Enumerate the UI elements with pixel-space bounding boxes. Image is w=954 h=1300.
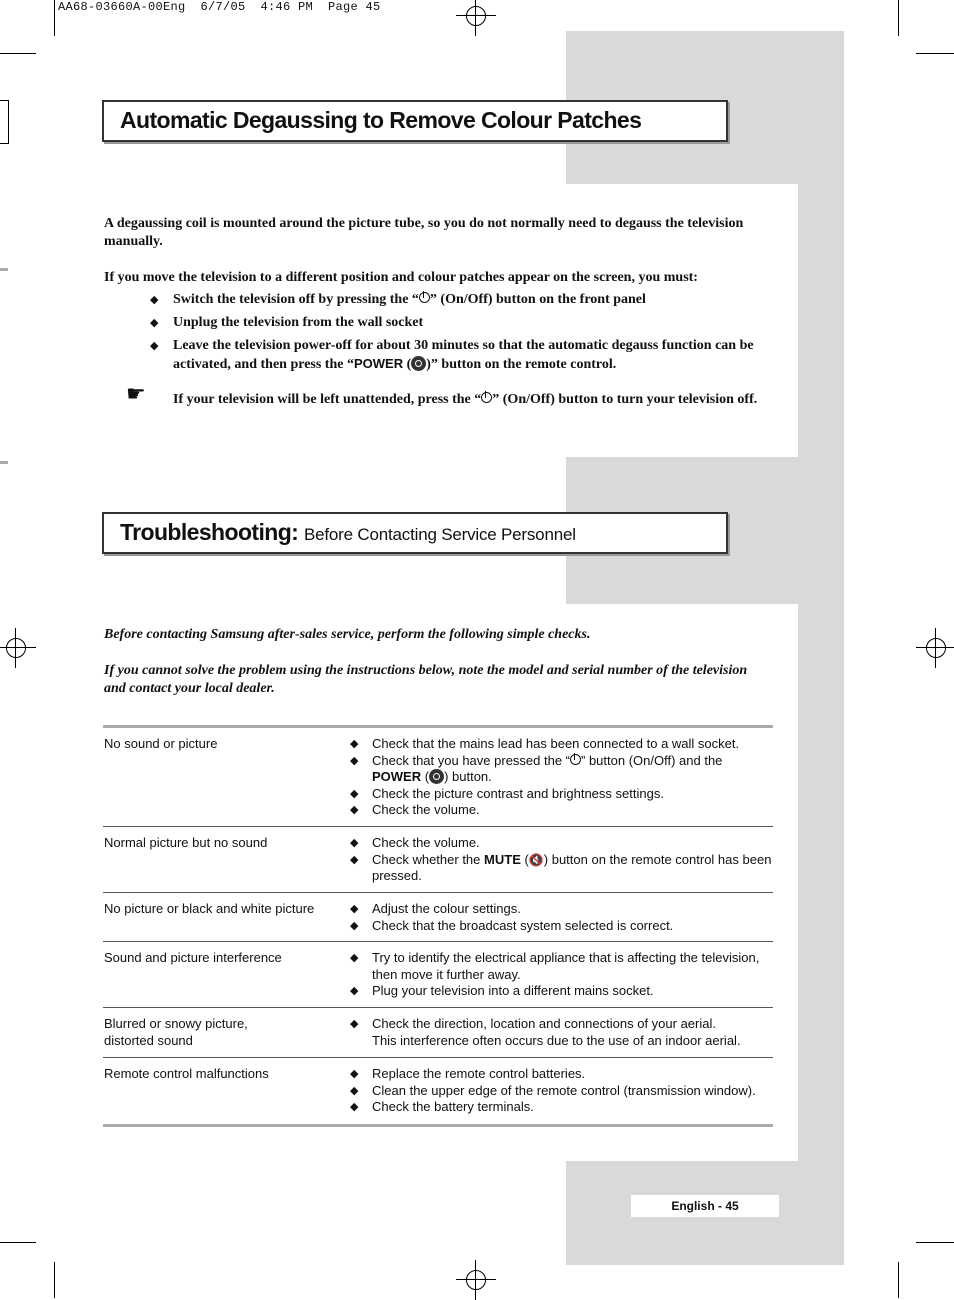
table-row-divider xyxy=(103,1007,773,1008)
mute-icon: 🔇 xyxy=(528,852,544,867)
section-title-bold: Troubleshooting: xyxy=(120,519,299,545)
crop-mark xyxy=(898,0,899,36)
page-number: English - 45 xyxy=(671,1199,739,1213)
step-item xyxy=(173,291,773,309)
diamond-bullet-icon: ◆ xyxy=(350,804,359,816)
diamond-bullet-icon: ◆ xyxy=(350,738,359,750)
table-row-divider xyxy=(103,826,773,827)
diamond-bullet-icon: ◆ xyxy=(150,294,159,306)
crop-mark xyxy=(0,268,8,271)
page-number-box xyxy=(631,1195,779,1217)
crop-mark xyxy=(0,53,36,54)
table-bottom-rule xyxy=(103,1124,773,1127)
table-row-problem: Normal picture but no sound xyxy=(104,835,268,850)
diamond-bullet-icon: ◆ xyxy=(350,853,359,866)
step-text: Leave the television power-off for about 30 minutes so that the automatic degauss function can be activated, and then press the “ xyxy=(173,338,754,372)
step-item: Unplug the television from the wall socket xyxy=(173,315,424,330)
solution-item: ◆ Check the volume. xyxy=(350,835,480,850)
power-button-icon xyxy=(429,769,444,784)
note-text xyxy=(173,391,763,409)
registration-mark xyxy=(916,628,954,668)
diamond-bullet-icon: ◆ xyxy=(350,1084,359,1097)
step-text: ” (On/Off) button on the front panel xyxy=(429,292,646,307)
table-top-rule xyxy=(103,725,773,728)
table-row-solutions xyxy=(350,835,774,885)
solution-item: ◆ Adjust the colour settings. xyxy=(350,901,521,916)
onoff-icon xyxy=(419,292,430,303)
diamond-bullet-icon: ◆ xyxy=(350,952,359,964)
section-title-sub: Before Contacting Service Personnel xyxy=(304,525,576,544)
table-row-divider xyxy=(103,892,773,893)
solution-item: ◆ Check whether the MUTE (🔇) button on the remote control has been pressed. xyxy=(350,851,772,883)
power-button-icon xyxy=(411,356,426,371)
crop-mark xyxy=(916,1242,954,1243)
note-part: ” (On/Off) button to turn your television off. xyxy=(492,392,758,407)
crop-mark xyxy=(916,53,954,54)
solution-item: ◆ Check the picture contrast and brightness settings. xyxy=(350,785,664,801)
paragraph: If you move the television to a different position and colour patches appear on the screen, you must: xyxy=(104,270,698,285)
section-title-box xyxy=(102,100,728,142)
registration-mark xyxy=(456,0,496,36)
table-row-problem: Blurred or snowy picture, distorted sound xyxy=(104,1016,248,1048)
diamond-bullet-icon: ◆ xyxy=(350,903,359,915)
diamond-bullet-icon: ◆ xyxy=(150,317,159,329)
crop-mark xyxy=(0,461,8,464)
diamond-bullet-icon: ◆ xyxy=(350,1068,359,1080)
table-row-solutions xyxy=(350,901,774,934)
diamond-bullet-icon: ◆ xyxy=(350,985,359,997)
solution-item: ◆ Clean the upper edge of the remote control (transmission window). xyxy=(350,1082,756,1098)
paragraph: A degaussing coil is mounted around the picture tube, so you do not normally need to degauss the television manually. xyxy=(104,216,744,249)
step-item: Leave the television power-off for about 30 minutes so that the automatic degauss function can be activated, and then press the “POWER ( )” button on the remote control. xyxy=(173,338,754,372)
section-title: Automatic Degaussing to Remove Colour Patches xyxy=(120,107,642,133)
power-label: POWER xyxy=(372,769,422,784)
mute-label: MUTE xyxy=(484,851,521,867)
diamond-bullet-icon: ◆ xyxy=(350,919,359,932)
table-row-problem: Sound and picture interference xyxy=(104,950,282,965)
solution-item: ◆ Check the battery terminals. xyxy=(350,1099,534,1114)
section-title xyxy=(120,519,576,546)
diamond-bullet-icon: ◆ xyxy=(350,1101,359,1113)
table-row-problem: No picture or black and white picture xyxy=(104,901,315,916)
diamond-bullet-icon: ◆ xyxy=(150,340,159,352)
diamond-bullet-icon: ◆ xyxy=(350,837,359,849)
intro-paragraph: Before contacting Samsung after-sales service, perform the following simple checks. xyxy=(104,627,591,642)
section-title-box xyxy=(102,512,728,554)
solution-item: ◆ Try to identify the electrical appliance that is affecting the television, then move it further away. xyxy=(350,950,760,982)
crop-mark xyxy=(54,1262,55,1298)
registration-mark xyxy=(0,628,36,668)
note-part: If your television will be left unattended, press the “ xyxy=(173,392,482,407)
step-text: )” button on the remote control. xyxy=(426,357,617,372)
onoff-icon xyxy=(481,392,492,403)
table-row-divider xyxy=(103,941,773,942)
table-row-divider xyxy=(103,1057,773,1058)
table-row-solutions xyxy=(350,950,774,1000)
diamond-bullet-icon: ◆ xyxy=(350,1018,359,1030)
crop-mark xyxy=(898,1262,899,1298)
step-text: Switch the television off by pressing the “ xyxy=(173,292,419,307)
pointing-hand-icon: ☛ xyxy=(126,381,146,406)
solution-item: ◆ Plug your television into a different mains socket. xyxy=(350,983,654,998)
diamond-bullet-icon: ◆ xyxy=(350,754,359,767)
table-row-solutions xyxy=(350,1016,774,1049)
table-row-problem: No sound or picture xyxy=(104,736,218,751)
solution-item: ◆ Check the volume. xyxy=(350,802,480,817)
onoff-icon xyxy=(570,754,581,765)
intro-paragraph: If you cannot solve the problem using the instructions below, note the model and serial number of the television and contact your local dealer. xyxy=(104,663,748,696)
solution-item: ◆ Check that you have pressed the “ ” button (On/Off) and the POWER ( ) button. xyxy=(350,752,723,784)
crop-mark xyxy=(0,1242,36,1243)
solution-item: ◆ Check that the broadcast system selected is correct. xyxy=(350,917,674,933)
registration-mark xyxy=(456,1260,496,1300)
diamond-bullet-icon: ◆ xyxy=(350,787,359,800)
gray-strip-top xyxy=(798,184,844,457)
solution-item: ◆ Check that the mains lead has been connected to a wall socket. xyxy=(350,736,740,751)
print-slug: AA68-03660A-00Eng 6/7/05 4:46 PM Page 45 xyxy=(58,0,381,14)
crop-mark xyxy=(54,0,55,36)
solution-item: ◆ Replace the remote control batteries. xyxy=(350,1066,586,1081)
solution-item: ◆ Check the direction, location and connections of your aerial. This interference often occurs due to the use of an indoor aerial. xyxy=(350,1016,741,1048)
table-row-problem: Remote control malfunctions xyxy=(104,1066,269,1081)
gray-strip-mid xyxy=(798,604,844,1161)
power-label: POWER xyxy=(353,356,404,371)
table-row-solutions xyxy=(350,1066,774,1116)
table-row-solutions xyxy=(350,736,774,819)
crop-mark xyxy=(0,100,9,144)
